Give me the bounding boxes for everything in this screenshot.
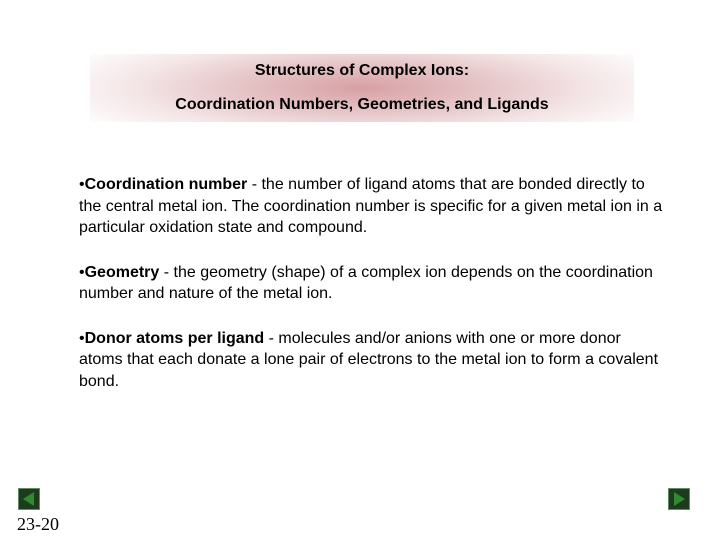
slide-number: 23-20 [17, 514, 59, 534]
slide-title: Structures of Complex Ions: [254, 62, 470, 79]
title-banner [90, 54, 634, 122]
bullet-text: - molecules and/or anions with one or more donor atoms that each donate a lone pair of electrons to the metal ion to form a covalent bond. [79, 329, 659, 390]
bullet-marker: • [79, 263, 85, 281]
bullet-coordination-number [79, 174, 664, 239]
triangle-right-icon [668, 488, 690, 510]
bullet-donor-atoms [79, 328, 664, 393]
next-slide-button[interactable] [668, 488, 690, 510]
bullet-text: - the geometry (shape) of a complex ion depends on the coordination number and nature of the metal ion. [79, 263, 653, 302]
bullet-marker: • [79, 176, 85, 193]
bullet-marker: • [79, 329, 85, 347]
bullet-term: Coordination number [84, 176, 248, 193]
bullet-text: - the number of ligand atoms that are bonded directly to the central metal ion. The coordination number is specific for a given metal ion in a particular oxidation state and compound. [79, 176, 663, 236]
triangle-left-icon [18, 488, 40, 510]
slide-subtitle: Coordination Numbers, Geometries, and Ligands [175, 96, 549, 113]
bullet-term: Geometry [84, 263, 160, 281]
bullet-term: Donor atoms per ligand [84, 329, 265, 347]
previous-slide-button[interactable] [18, 488, 40, 510]
bullet-list [79, 174, 664, 415]
bullet-geometry [79, 262, 664, 305]
